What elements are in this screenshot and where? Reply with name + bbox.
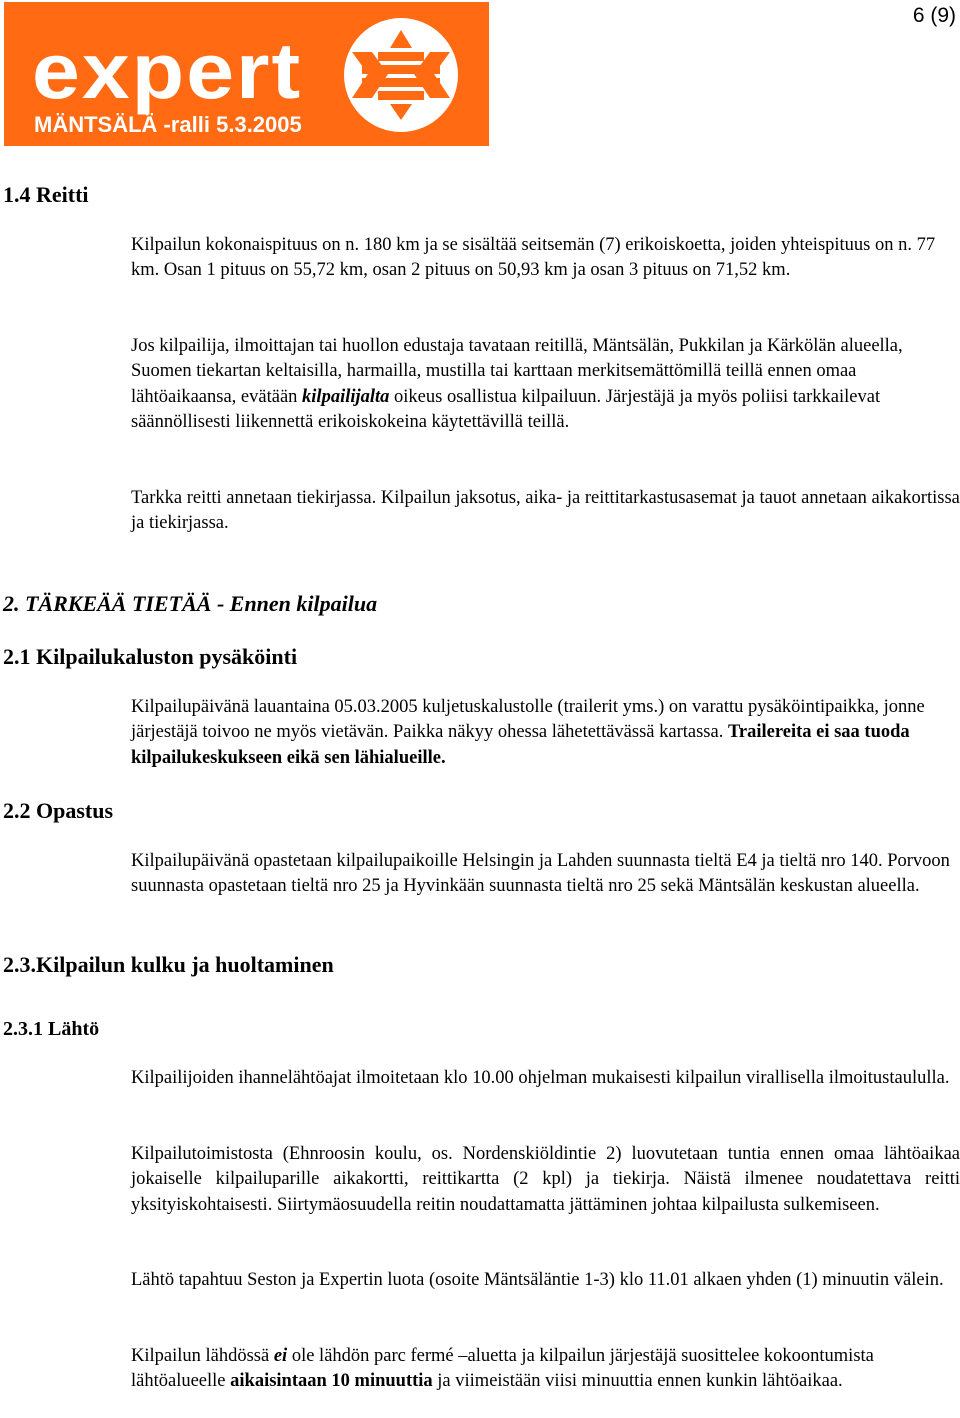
reitti-paragraph-2: Jos kilpailija, ilmoittajan tai huollon edustaja tavataan reitillä, Mäntsälän, Pukkilan ja Kärkölän alueella, Suomen tiekartan keltaisilla, harmailla, mustilla tai karttaan merkitsemättömillä teillä ennen omaa lähtöaikaansa, evätään kilpailijalta oikeus osallistua kilpailuun. Järjestäjä ja myös poliisi tarkkailevat säännöllisesti liikennettä erikoiskokeina käytettävillä teillä. [131,336,903,432]
logo-wordmark: expert [32,27,303,116]
section-heading-opastus: 2.2 Opastus [3,798,114,823]
lahto-paragraph-2: Kilpailutoimistosta (Ehnroosin koulu, os. Nordenskiöldintie 2) luovutetaan tuntia ennen omaa lähtöaikaa jokaiselle kilpailuparille aikakortti, reittikartta (2 kpl) ja tiekirja. Näistä ilmenee noudatettava reitti yksityiskohtaisesti. Siirtymäosuudella reitin noudattamatta jättäminen johtaa kilpailusta sulkemiseen. [131,1144,960,1215]
lahto-paragraph-3: Lähtö tapahtuu Seston ja Expertin luota (osoite Mäntsäläntie 1-3) klo 11.01 alkaen yhden (1) minuutin välein. [131,1270,944,1290]
lahto-paragraph-1: Kilpailijoiden ihannelähtöajat ilmoitetaan klo 10.00 ohjelman mukaisesti kilpailun virallisella ilmoitustaululla. [131,1068,950,1088]
trailer-warning: Trailereita ei saa tuoda kilpailukeskukseen eikä sen lähialueille. [131,722,910,768]
section-heading-tarkeaa: 2. TÄRKEÄÄ TIETÄÄ - Ennen kilpailua [3,591,378,616]
emphasis-kilpailijalta: kilpailijalta [302,386,390,407]
emphasis-time: aikaisintaan 10 minuuttia [230,1371,433,1392]
reitti-paragraph-3: Tarkka reitti annetaan tiekirjassa. Kilpailun jaksotus, aika- ja reittitarkastusasemat ja tauot annetaan aikakortissa ja tiekirjassa. [131,488,960,534]
logo-tagline: MÄNTSÄLÄ -ralli 5.3.2005 [34,112,302,137]
reitti-paragraph-1: Kilpailun kokonaispituus on n. 180 km ja se sisältää seitsemän (7) erikoiskoetta, joiden yhteispituus on n. 77 km. Osan 1 pituus on 55,72 km, osan 2 pituus on 50,93 km ja osan 3 pituus on 71,52 km. [131,235,936,281]
page-number: 6 (9) [912,4,956,27]
section-heading-lahto: 2.3.1 Lähtö [3,1018,100,1040]
opastus-paragraph: Kilpailupäivänä opastetaan kilpailupaikoille Helsingin ja Lahden suunnasta tieltä E4 ja tieltä nro 140. Porvoon suunnasta opastetaan tieltä nro 25 ja Hyvinkään suunnasta tieltä nro 25 sekä Mäntsälän keskustan alueella. [131,851,950,897]
expert-logo [4,2,489,146]
section-heading-reitti: 1.4 Reitti [3,182,89,207]
section-heading-pysakointi: 2.1 Kilpailukaluston pysäköinti [3,644,298,669]
expert-star-icon [332,16,470,134]
section-heading-kulku: 2.3.Kilpailun kulku ja huoltaminen [3,952,334,977]
lahto-paragraph-4: Kilpailun lähdössä ei ole lähdön parc fermé –aluetta ja kilpailun järjestäjä suosittelee kokoontumista lähtöalueelle aikaisintaan 10 minuuttia ja viimeistään viisi minuuttia ennen kunkin lähtöaikaa. [131,1346,874,1392]
emphasis-ei: ei [273,1346,288,1366]
pysakointi-paragraph: Kilpailupäivänä lauantaina 05.03.2005 kuljetuskalustolle (trailerit yms.) on varattu pysäköintipaikka, jonne järjestäjä toivoo ne myös vietävän. Paikka näkyy ohessa lähetettävässä kartassa. Trailereita ei saa tuoda kilpailukeskukseen eikä sen lähialueille. [131,697,925,768]
